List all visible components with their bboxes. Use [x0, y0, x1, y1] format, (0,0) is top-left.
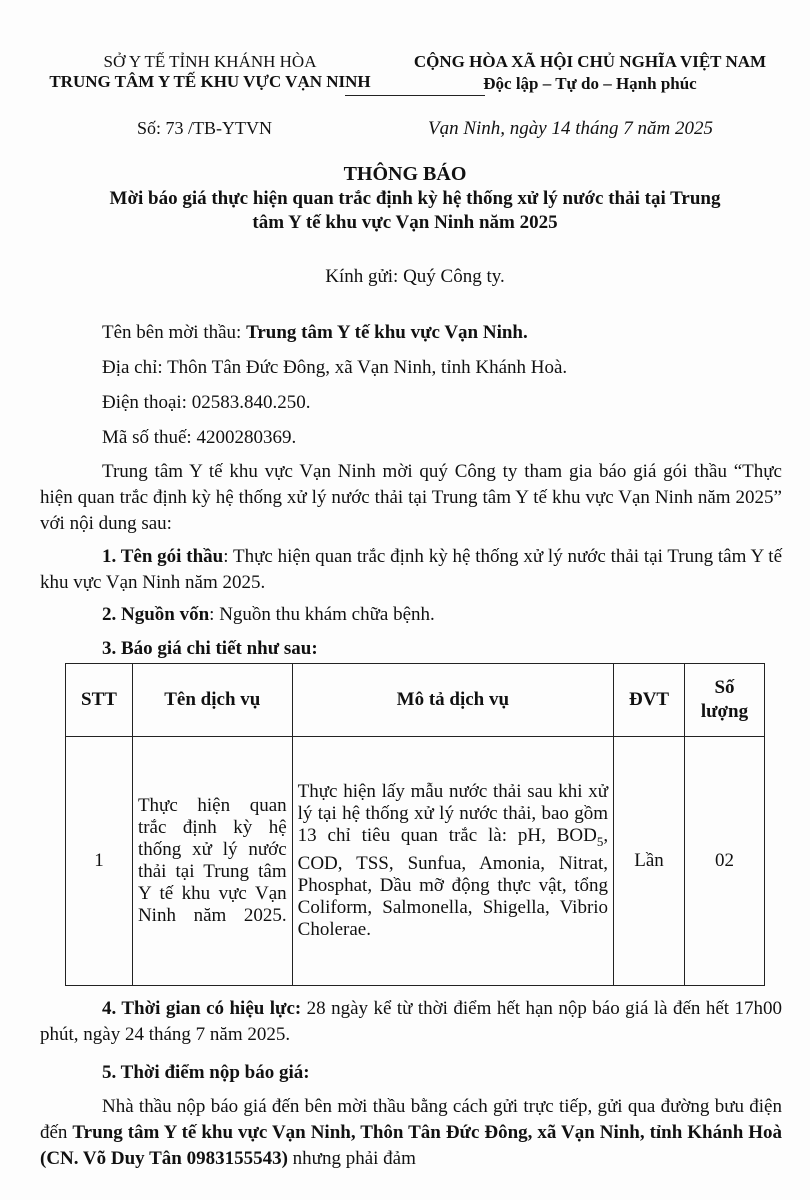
header-stt: STT [66, 664, 133, 737]
header-quantity: Số lượng [685, 664, 765, 737]
intro-paragraph: Trung tâm Y tế khu vực Vạn Ninh mời quý Công ty tham gia báo giá gói thầu “Thực hiện quan trắc định kỳ hệ thống xử lý nước thải tại Trung tâm Y tế khu vực Vạn Ninh năm 2025” với nội dung sau: [40, 461, 782, 534]
section-5-text-a: Nhà thầu nộp báo giá đến bên mời thầu bằng cách gửi trực tiếp, gửi qua đường bưu điện đến [40, 1096, 782, 1143]
phone: Điện thoại: 02583.840.250. [102, 392, 311, 413]
section-5-address: Trung tâm Y tế khu vực Vạn Ninh, Thôn Tân Đức Đông, xã Vạn Ninh, tỉnh Khánh Hoà (CN. Võ Duy Tân 0983155543) [40, 1122, 783, 1169]
section-4 [40, 996, 782, 1048]
section-2-label: 2. Nguồn vốn [102, 604, 210, 625]
section-3-label: 3. Báo giá chi tiết như sau: [102, 638, 318, 659]
header-description: Mô tả dịch vụ [292, 664, 613, 737]
header-unit: ĐVT [614, 664, 685, 737]
inviter-line [102, 322, 528, 344]
tax-code: Mã số thuế: 4200280369. [102, 427, 297, 448]
document-number: Số: 73 /TB-YTVN [137, 118, 272, 138]
description-part-b: , COD, TSS, Sunfua, Amonia, Nitrat, Phosphat, Dầu mỡ động thực vật, tổng Coliform, Salmonella, Shigella, Vibrio Cholerae. [297, 825, 609, 940]
address: Địa chỉ: Thôn Tân Đức Đông, xã Vạn Ninh, tỉnh Khánh Hoà. [102, 357, 568, 378]
table-row [66, 737, 765, 986]
section-2 [102, 604, 435, 626]
section-5-paragraph [40, 1094, 782, 1172]
cell-unit: Lần [614, 737, 685, 986]
table-header-row [66, 664, 765, 737]
subtitle-line2: tâm Y tế khu vực Vạn Ninh năm 2025 [252, 212, 558, 233]
section-2-text: : Nguồn thu khám chữa bệnh. [209, 604, 435, 625]
page-title: THÔNG BÁO [343, 163, 467, 185]
cell-description [292, 737, 613, 986]
section-1 [40, 544, 782, 596]
national-title: CỘNG HÒA XÃ HỘI CHỦ NGHĨA VIỆT NAM [413, 52, 767, 71]
description-part-a: Thực hiện lấy mẫu nước thải sau khi xử lý tại hệ thống xử lý nước thải, bao gồm 13 chỉ tiêu quan trắc là: pH, BOD [297, 781, 609, 847]
recipient: Kính gửi: Quý Công ty. [325, 266, 505, 287]
motto-underline [345, 95, 485, 96]
section-4-text: 28 ngày kể từ thời điểm hết hạn nộp báo giá là đến hết 17h00 phút, ngày 24 tháng 7 năm 2025. [40, 998, 783, 1045]
service-table [65, 663, 765, 986]
section-5-text-b: nhưng phải đảm [287, 1148, 416, 1169]
section-5-label: 5. Thời điểm nộp báo giá: [102, 1062, 310, 1083]
cell-quantity: 02 [685, 737, 765, 986]
description-subscript: 5 [596, 833, 604, 849]
cell-stt: 1 [66, 737, 133, 986]
national-motto: Độc lập – Tự do – Hạnh phúc [483, 74, 697, 93]
section-1-label: 1. Tên gói thầu [102, 546, 224, 567]
inviter-label: Tên bên mời thầu: [102, 322, 247, 343]
agency-parent: SỞ Y TẾ TỈNH KHÁNH HÒA [103, 52, 317, 71]
document-date: Vạn Ninh, ngày 14 tháng 7 năm 2025 [428, 118, 713, 139]
section-1-text: : Thực hiện quan trắc định kỳ hệ thống xử lý nước thải tại Trung tâm Y tế khu vực Vạn Ninh năm 2025. [40, 546, 782, 593]
section-4-label: 4. Thời gian có hiệu lực: [102, 998, 302, 1019]
cell-service-name: Thực hiện quan trắc định kỳ hệ thống xử lý nước thải tại Trung tâm Y tế khu vực Vạn Ninh năm 2025. [132, 737, 292, 986]
header-service-name: Tên dịch vụ [132, 664, 292, 737]
agency-name: TRUNG TÂM Y TẾ KHU VỰC VẠN NINH [49, 72, 371, 91]
subtitle-line1: Mời báo giá thực hiện quan trắc định kỳ hệ thống xử lý nước thải tại Trung [109, 188, 721, 209]
inviter-value: Trung tâm Y tế khu vực Vạn Ninh. [246, 322, 528, 343]
